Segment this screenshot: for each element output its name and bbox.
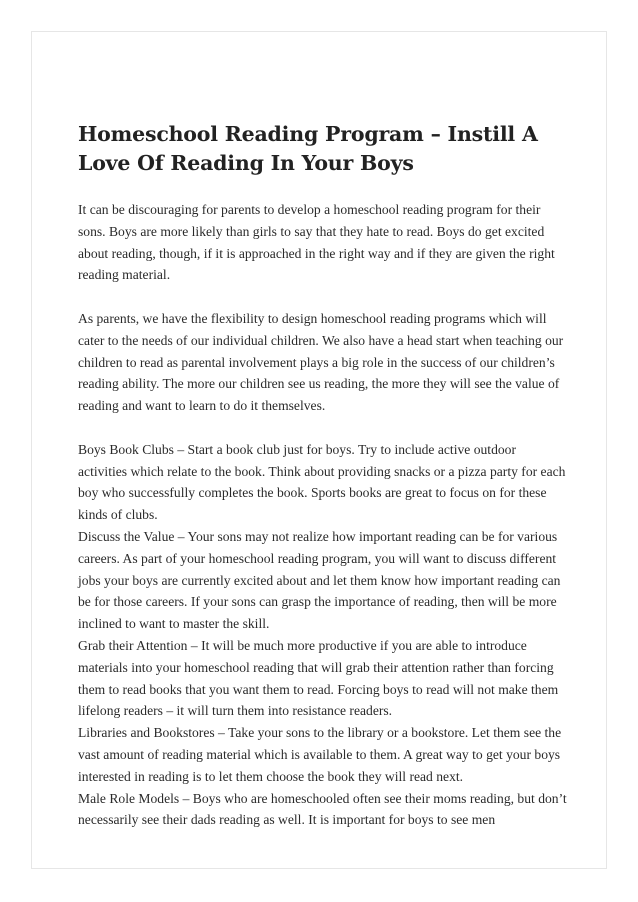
tip-grab-their-attention: Grab their Attention – It will be much more productive if you are able to introduce materials into your homeschool reading that will grab their attention rather than forcing them to read books that you want them to read. Forcing boys to read will not make them lifelong readers – it will turn them into resistance readers. bbox=[78, 637, 559, 719]
document-content bbox=[78, 120, 568, 831]
tip-libraries-and-bookstores: Libraries and Bookstores – Take your sons to the library or a bookstore. Let them see the vast amount of reading material which is available to them. A great way to get your boys interested in reading is to let them choose the book they will read next. bbox=[78, 725, 562, 784]
tip-discuss-the-value: Discuss the Value – Your sons may not realize how important reading can be for various careers. As part of your homeschool reading program, you will want to discuss different jobs your boys are currently excited about and let them know how important reading can be for those careers. If your sons can grasp the importance of reading, then will be more inclined to want to master the skill. bbox=[78, 528, 561, 632]
document-page bbox=[31, 31, 607, 869]
document-title: Homeschool Reading Program – Instill A Love Of Reading In Your Boys bbox=[78, 122, 538, 175]
tip-boys-book-clubs: Boys Book Clubs – Start a book club just for boys. Try to include active outdoor activities which relate to the book. Think about providing snacks or a pizza party for each boy who successfully completes the book. Sports books are great to focus on for these kinds of clubs. bbox=[78, 441, 566, 523]
tip-male-role-models: Male Role Models – Boys who are homeschooled often see their moms reading, but don’t necessarily see their dads reading as well. It is important for boys to see men bbox=[78, 790, 567, 828]
intro-paragraph: As parents, we have the flexibility to design homeschool reading programs which will cater to the needs of our individual children. We also have a head start when teaching our children to read as parental involvement plays a big role in the success of our children’s reading ability. The more our children see us reading, the more they will see the value of reading and want to learn to do it themselves. bbox=[78, 310, 564, 414]
intro-paragraph: It can be discouraging for parents to develop a homeschool reading program for their sons. Boys are more likely than girls to say that they hate to read. Boys do get excited about reading, though, if it is approached in the right way and if they are given the right reading material. bbox=[78, 202, 555, 283]
